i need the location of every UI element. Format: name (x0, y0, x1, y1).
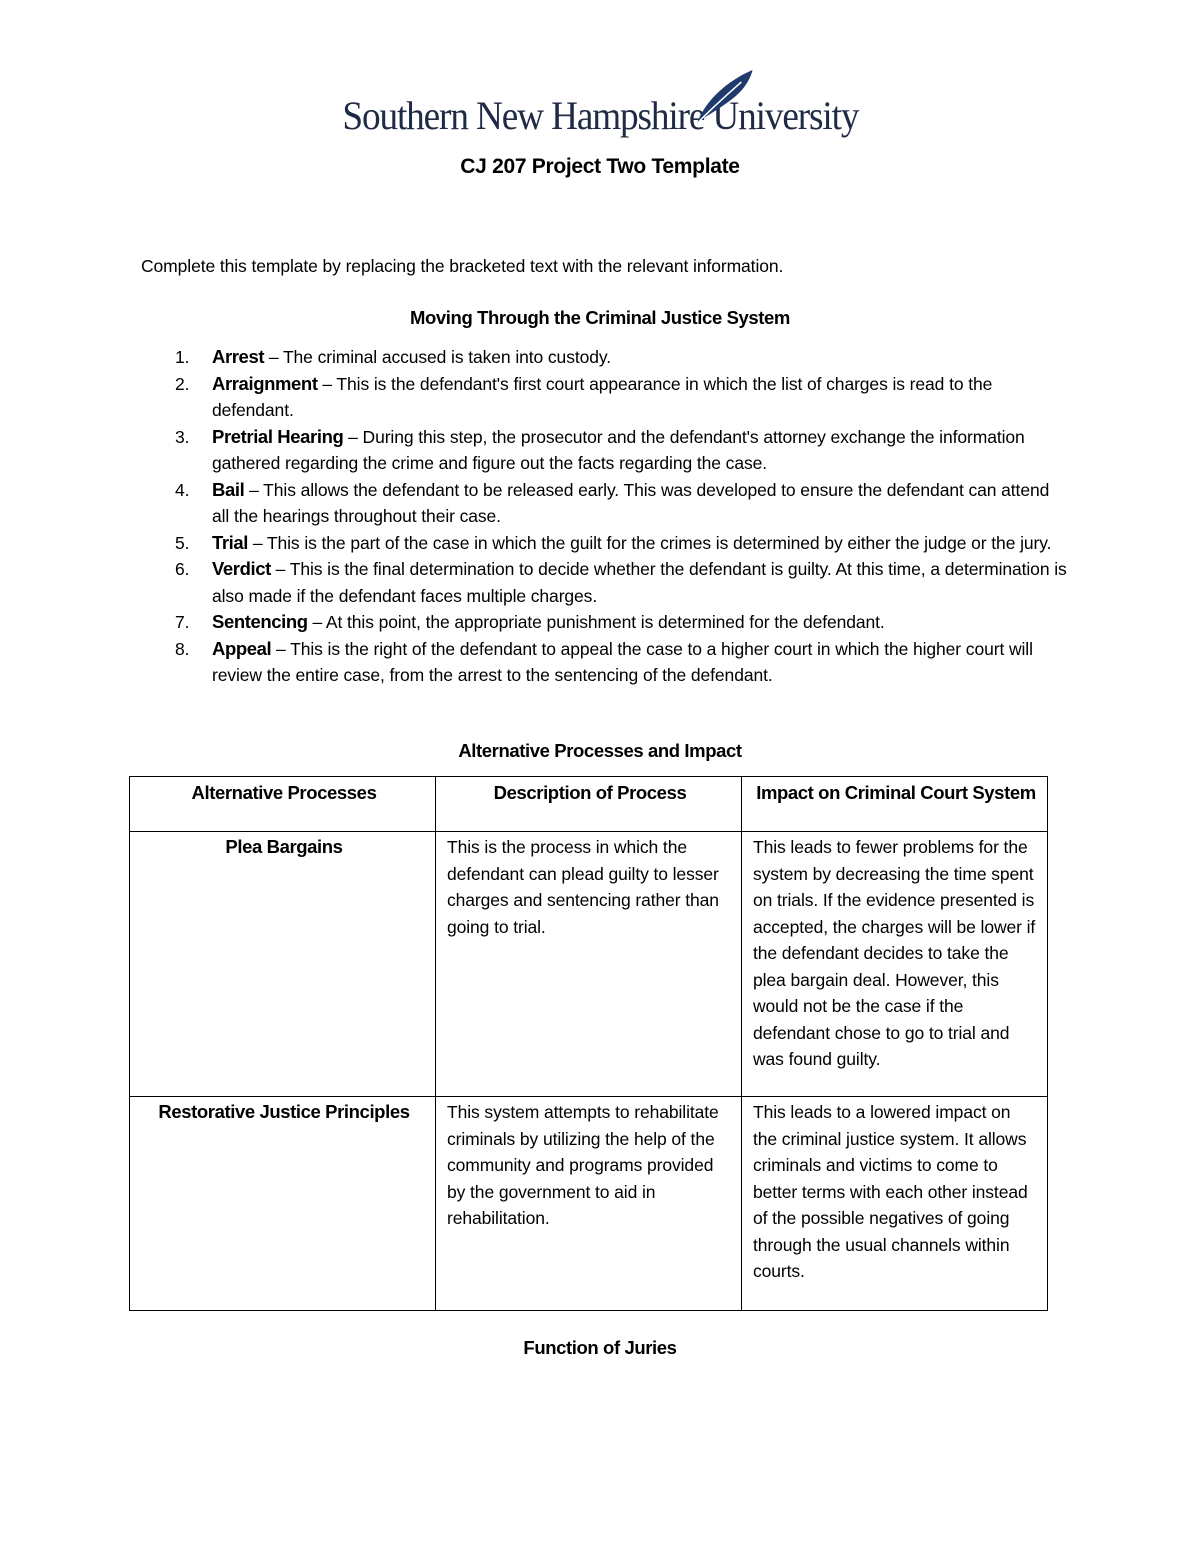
step-number: 4. (175, 479, 190, 500)
step-description: – This is the final determination to decide whether the defendant is guilty. At this time, a determination is also made if the defendant faces multiple charges. (212, 559, 1067, 606)
list-item (141, 530, 1071, 557)
table-header-row (130, 777, 1048, 832)
list-item (141, 371, 1071, 424)
step-name: Appeal (212, 637, 272, 659)
step-number: 6. (175, 559, 190, 579)
university-logo (0, 68, 1200, 136)
column-header-impact: Impact on Criminal Court System (742, 777, 1048, 832)
step-description: – This allows the defendant to be released early. This was developed to ensure the defendant can attend all the hearings throughout their case. (212, 479, 1050, 526)
step-number: 5. (175, 532, 190, 553)
process-impact-cell: This leads to fewer problems for the system by decreasing the time spent on trials. If the evidence presented is accepted, the charges will be lower if the defendant decides to take the plea bargain deal. However, this would not be the case if the defendant chose to go to trial and was found guilty. (742, 832, 1048, 1097)
step-number: 3. (175, 426, 190, 447)
instructions-text: Complete this template by replacing the bracketed text with the relevant information. (141, 256, 784, 276)
step-number: 2. (175, 373, 190, 394)
logo-wordmark (342, 68, 858, 136)
document-title: CJ 207 Project Two Template (460, 155, 740, 178)
list-item (141, 344, 1071, 371)
step-name: Arrest (212, 346, 265, 367)
process-impact-cell: This leads to a lowered impact on the criminal justice system. It allows criminals and victims to come to better terms with each other instead of the possible negatives of going through the usual channels within courts. (742, 1097, 1048, 1311)
process-name-cell: Plea Bargains (130, 832, 436, 1097)
section-heading-function-of-juries: Function of Juries (523, 1337, 677, 1358)
table-row (130, 832, 1048, 1097)
column-header-description: Description of Process (436, 777, 742, 832)
quill-icon (689, 68, 754, 128)
list-item (141, 477, 1071, 530)
step-description: – The criminal accused is taken into custody. (264, 347, 611, 367)
process-description-cell: This is the process in which the defendant can plead guilty to lesser charges and sentencing rather than going to trial. (436, 832, 742, 1097)
step-description: – During this step, the prosecutor and the defendant's attorney exchange the information gathered regarding the crime and figure out the facts regarding the case. (212, 426, 1025, 473)
step-name: Bail (212, 478, 245, 500)
list-item (141, 636, 1071, 689)
step-name: Pretrial Hearing (212, 425, 344, 447)
step-description: – At this point, the appropriate punishment is determined for the defendant. (307, 612, 885, 632)
section-heading-criminal-justice-system: Moving Through the Criminal Justice System (410, 307, 790, 328)
table-row (130, 1097, 1048, 1311)
criminal-justice-steps-list (141, 344, 1071, 689)
process-name-cell: Restorative Justice Principles (130, 1097, 436, 1311)
column-header-alternative-processes: Alternative Processes (130, 777, 436, 832)
step-number: 8. (175, 638, 190, 659)
step-number: 1. (175, 347, 190, 367)
step-name: Trial (212, 531, 249, 553)
step-description: – This is the part of the case in which the guilt for the crimes is determined by either the judge or the jury. (248, 532, 1052, 553)
step-name: Sentencing (212, 611, 308, 632)
logo-text: Southern New Hampshire University (342, 93, 858, 138)
alternative-processes-table (129, 776, 1048, 1311)
section-heading-alternative-processes: Alternative Processes and Impact (458, 740, 742, 761)
list-item (141, 424, 1071, 477)
list-item (141, 556, 1071, 609)
step-name: Verdict (212, 558, 271, 579)
step-description: – This is the defendant's first court appearance in which the list of charges is read to the defendant. (212, 373, 993, 420)
list-item (141, 609, 1071, 636)
step-number: 7. (175, 612, 190, 632)
step-name: Arraignment (212, 372, 318, 394)
step-description: – This is the right of the defendant to appeal the case to a higher court in which the higher court will review the entire case, from the arrest to the sentencing of the defendant. (212, 638, 1033, 685)
process-description-cell: This system attempts to rehabilitate criminals by utilizing the help of the community and programs provided by the government to aid in rehabilitation. (436, 1097, 742, 1311)
